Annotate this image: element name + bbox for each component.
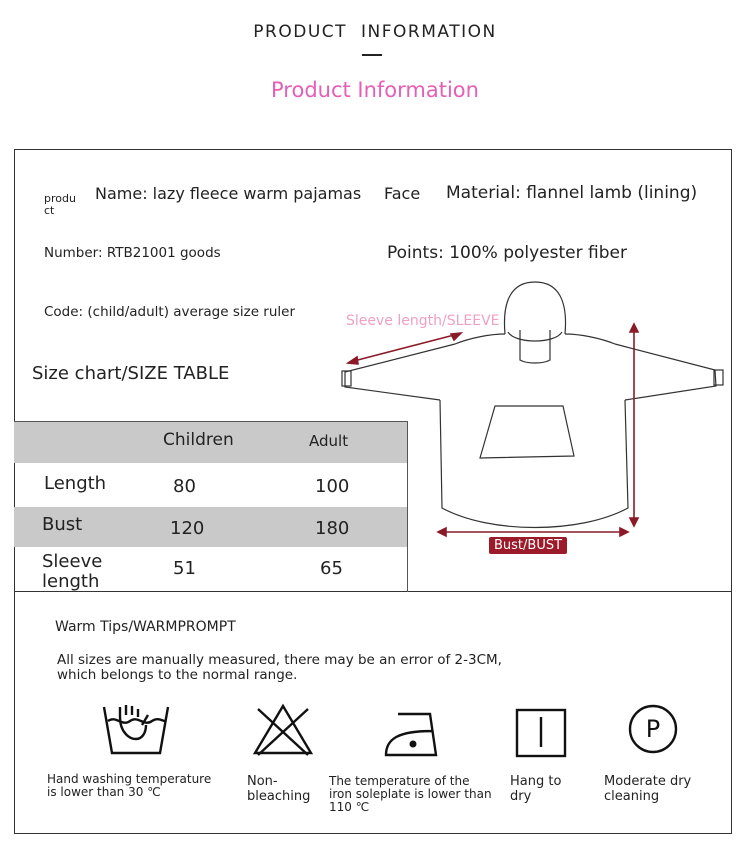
- table-row: [14, 547, 407, 593]
- section-title-right: INFORMATION: [361, 22, 497, 42]
- bust-label: Bust/BUST: [489, 537, 567, 554]
- svg-text:P: P: [645, 715, 661, 743]
- cell-adult: 65: [320, 558, 343, 579]
- hang-dry-text: Hang to dry: [510, 774, 562, 804]
- section-title-left: PRODUCT: [253, 22, 348, 42]
- column-header-children: Children: [163, 430, 234, 450]
- section-title: [0, 22, 750, 42]
- material-text: Material: flannel lamb (lining): [446, 183, 698, 203]
- title-underline: [362, 54, 382, 56]
- warm-tips-title: Warm Tips/WARMPROMPT: [55, 619, 236, 635]
- cell-children: 80: [173, 476, 196, 497]
- row-label: Bust: [42, 514, 83, 535]
- size-chart-title: Size chart/SIZE TABLE: [32, 363, 230, 384]
- section-subtitle: Product Information: [271, 78, 479, 102]
- size-code: Code: (child/adult) average size ruler: [44, 304, 296, 320]
- iron-text: The temperature of the iron soleplate is lower than 110 ℃: [329, 774, 492, 814]
- size-table: [14, 421, 408, 592]
- product-name: Name: lazy fleece warm pajamas: [95, 184, 362, 203]
- sleeve-length-label: Sleeve length/SLEEVE: [346, 313, 500, 329]
- product-number: Number: RTB21001 goods: [44, 245, 221, 261]
- warm-tips-line-2: which belongs to the normal range.: [57, 667, 298, 683]
- hand-wash-text: Hand washing temperature is lower than 30 ℃: [47, 772, 212, 799]
- warm-tips-line-1: All sizes are manually measured, there may be an error of 2-3CM,: [57, 652, 502, 668]
- dry-clean-text: Moderate dry cleaning: [604, 774, 692, 804]
- hang-dry-icon: [515, 708, 567, 758]
- no-bleach-icon: [252, 703, 314, 757]
- cell-adult: 180: [315, 518, 350, 539]
- dry-clean-icon: [627, 703, 679, 755]
- table-row: [14, 463, 407, 507]
- product-label: produ ct: [44, 192, 76, 217]
- table-row: [14, 507, 407, 547]
- table-header-row: [14, 422, 407, 463]
- iron-icon: [384, 711, 442, 759]
- cell-children: 51: [173, 558, 196, 579]
- hand-wash-icon: [102, 703, 170, 759]
- column-header-adult: Adult: [309, 432, 349, 450]
- cell-children: 120: [170, 518, 205, 539]
- row-label: Length: [44, 473, 107, 494]
- row-label: Sleeve length: [42, 551, 103, 592]
- fiber-points: Points: 100% polyester fiber: [387, 243, 627, 263]
- cell-adult: 100: [315, 476, 350, 497]
- no-bleach-text: Non-bleaching: [247, 774, 311, 804]
- face-label: Face: [384, 184, 421, 203]
